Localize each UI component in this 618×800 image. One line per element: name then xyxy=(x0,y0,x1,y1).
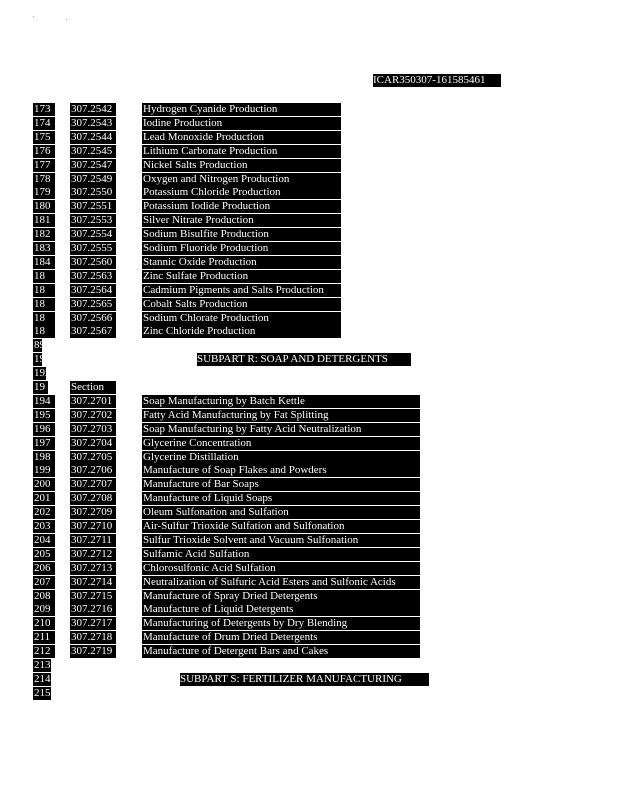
section-number: 307.2716 xyxy=(70,603,116,616)
section-number: 307.2710 xyxy=(70,520,116,533)
section-description: Chlorosulfonic Acid Sulfation xyxy=(142,562,420,575)
section-description: Lead Monoxide Production xyxy=(142,131,341,144)
section-description: Manufacture of Liquid Detergents xyxy=(142,603,420,616)
section-number: 307.2567 xyxy=(70,325,116,338)
row-number: 211 xyxy=(33,631,55,644)
row-number: 184 xyxy=(33,256,55,269)
section-description: Manufacture of Liquid Soaps xyxy=(142,492,420,505)
section-number: 307.2566 xyxy=(70,312,116,325)
section-number: 307.2702 xyxy=(70,409,116,422)
row-number: 204 xyxy=(33,534,55,547)
section-description: Manufacture of Spray Dried Detergents xyxy=(142,590,420,603)
row-number: 206 xyxy=(33,562,55,575)
section-description: Zinc Chloride Production xyxy=(142,325,341,338)
row-number: 178 xyxy=(33,173,55,186)
section-description: Zinc Sulfate Production xyxy=(142,270,341,283)
row-number: 208 xyxy=(33,590,55,603)
section-number: 307.2707 xyxy=(70,478,116,491)
section-column-header: Section xyxy=(70,381,116,394)
row-number: 199 xyxy=(33,464,55,477)
section-number: 307.2555 xyxy=(70,242,116,255)
row-number: 201 xyxy=(33,492,55,505)
row-number: 203 xyxy=(33,520,55,533)
row-number: 214 xyxy=(34,672,51,685)
section-description: Neutralization of Sulfuric Acid Esters and Sulfonic Acids xyxy=(142,576,420,589)
section-number: 307.2563 xyxy=(70,270,116,283)
section-number: 307.2543 xyxy=(70,117,116,130)
row-number: 181 xyxy=(33,214,55,227)
row-number: 196 xyxy=(33,423,55,436)
section-number: 307.2709 xyxy=(70,506,116,519)
section-description: Sodium Fluoride Production xyxy=(142,242,341,255)
section-description: Soap Manufacturing by Fatty Acid Neutralization xyxy=(142,423,420,436)
row-number: 18 xyxy=(33,325,55,338)
section-description: Cobalt Salts Production xyxy=(142,298,341,311)
row-number: 202 xyxy=(33,506,55,519)
section-number: 307.2554 xyxy=(70,228,116,241)
row-number: 183 xyxy=(33,242,55,255)
section-number: 307.2708 xyxy=(70,492,116,505)
section-description: Oleum Sulfonation and Sulfation xyxy=(142,506,420,519)
section-number: 307.2542 xyxy=(70,103,116,116)
section-description: Manufacture of Detergent Bars and Cakes xyxy=(142,645,420,658)
section-number: 307.2701 xyxy=(70,395,116,408)
row-number: 180 xyxy=(33,200,55,213)
section-number: 307.2565 xyxy=(70,298,116,311)
section-number: 307.2714 xyxy=(70,576,116,589)
row-number: 177 xyxy=(33,159,55,172)
section-description: Manufacturing of Detergents by Dry Blending xyxy=(142,617,420,630)
section-number: 307.2550 xyxy=(70,186,116,199)
document-id: ICAR350307-161585461 xyxy=(373,74,501,87)
section-description: Hydrogen Cyanide Production xyxy=(142,103,341,116)
section-number: 307.2549 xyxy=(70,173,116,186)
section-number: 307.2718 xyxy=(70,631,116,644)
row-number: 205 xyxy=(33,548,55,561)
section-description: Lithium Carbonate Production xyxy=(142,145,341,158)
section-number: 307.2544 xyxy=(70,131,116,144)
section-number: 307.2719 xyxy=(70,645,116,658)
row-number: 207 xyxy=(33,576,55,589)
section-description: Glycerine Distillation xyxy=(142,451,420,464)
row-number: 212 xyxy=(33,645,55,658)
row-number: 215 xyxy=(34,686,51,699)
section-number: 307.2545 xyxy=(70,145,116,158)
row-number: 173 xyxy=(33,103,55,116)
section-number: 307.2704 xyxy=(70,437,116,450)
row-number: 179 xyxy=(33,186,55,199)
row-number: 19 xyxy=(33,381,48,394)
section-number: 307.2717 xyxy=(70,617,116,630)
section-description: Nickel Salts Production xyxy=(142,159,341,172)
row-number: 18 xyxy=(33,298,55,311)
section-number: 307.2703 xyxy=(70,423,116,436)
section-description: Stannic Oxide Production xyxy=(142,256,341,269)
section-description: Fatty Acid Manufacturing by Fat Splitting xyxy=(142,409,420,422)
section-number: 307.2553 xyxy=(70,214,116,227)
section-number: 307.2711 xyxy=(70,534,116,547)
section-description: Glycerine Concentration xyxy=(142,437,420,450)
section-description: Manufacture of Soap Flakes and Powders xyxy=(142,464,420,477)
row-number: 89 xyxy=(34,339,45,352)
section-number: 307.2715 xyxy=(70,590,116,603)
section-description: Soap Manufacturing by Batch Kettle xyxy=(142,395,420,408)
section-description: Sodium Chlorate Production xyxy=(142,312,341,325)
row-number: 195 xyxy=(33,409,55,422)
subpart-heading: SUBPART R: SOAP AND DETERGENTS xyxy=(197,353,411,366)
section-number: 307.2560 xyxy=(70,256,116,269)
section-number: 307.2706 xyxy=(70,464,116,477)
section-number: 307.2551 xyxy=(70,200,116,213)
subpart-heading: SUBPART S: FERTILIZER MANUFACTURING xyxy=(180,673,429,686)
row-number: 213 xyxy=(34,659,51,671)
section-description: Sulfur Trioxide Solvent and Vacuum Sulfonation xyxy=(142,534,420,547)
section-number: 307.2713 xyxy=(70,562,116,575)
row-number: 18 xyxy=(33,312,55,325)
row-number: 182 xyxy=(33,228,55,241)
section-description: Potassium Chloride Production xyxy=(142,186,341,199)
row-number: 176 xyxy=(33,145,55,158)
section-description: Manufacture of Drum Dried Detergents xyxy=(142,631,420,644)
row-number: 194 xyxy=(33,395,55,408)
section-description: Sulfamic Acid Sulfation xyxy=(142,548,420,561)
scan-specks xyxy=(33,16,73,24)
row-number: 209 xyxy=(33,603,55,616)
section-number: 307.2705 xyxy=(70,451,116,464)
row-number: 198 xyxy=(33,451,55,464)
section-description: Cadmium Pigments and Salts Production xyxy=(142,284,341,297)
section-description: Air-Sulfur Trioxide Sulfation and Sulfonation xyxy=(142,520,420,533)
section-number: 307.2547 xyxy=(70,159,116,172)
section-description: Sodium Bisulfite Production xyxy=(142,228,341,241)
row-number: 18 xyxy=(33,270,55,283)
row-number: 210 xyxy=(33,617,55,630)
section-number: 307.2712 xyxy=(70,548,116,561)
row-number: 19 xyxy=(34,353,45,366)
section-description: Iodine Production xyxy=(142,117,341,130)
row-number: 175 xyxy=(33,131,55,144)
row-number: 18 xyxy=(33,284,55,297)
section-description: Manufacture of Bar Soaps xyxy=(142,478,420,491)
section-description: Silver Nitrate Production xyxy=(142,214,341,227)
section-description: Oxygen and Nitrogen Production xyxy=(142,173,341,186)
row-number: 200 xyxy=(33,478,55,491)
row-number: 174 xyxy=(33,117,55,130)
section-number: 307.2564 xyxy=(70,284,116,297)
row-number: 192 xyxy=(34,367,51,380)
section-description: Potassium Iodide Production xyxy=(142,200,341,213)
row-number: 197 xyxy=(33,437,55,450)
